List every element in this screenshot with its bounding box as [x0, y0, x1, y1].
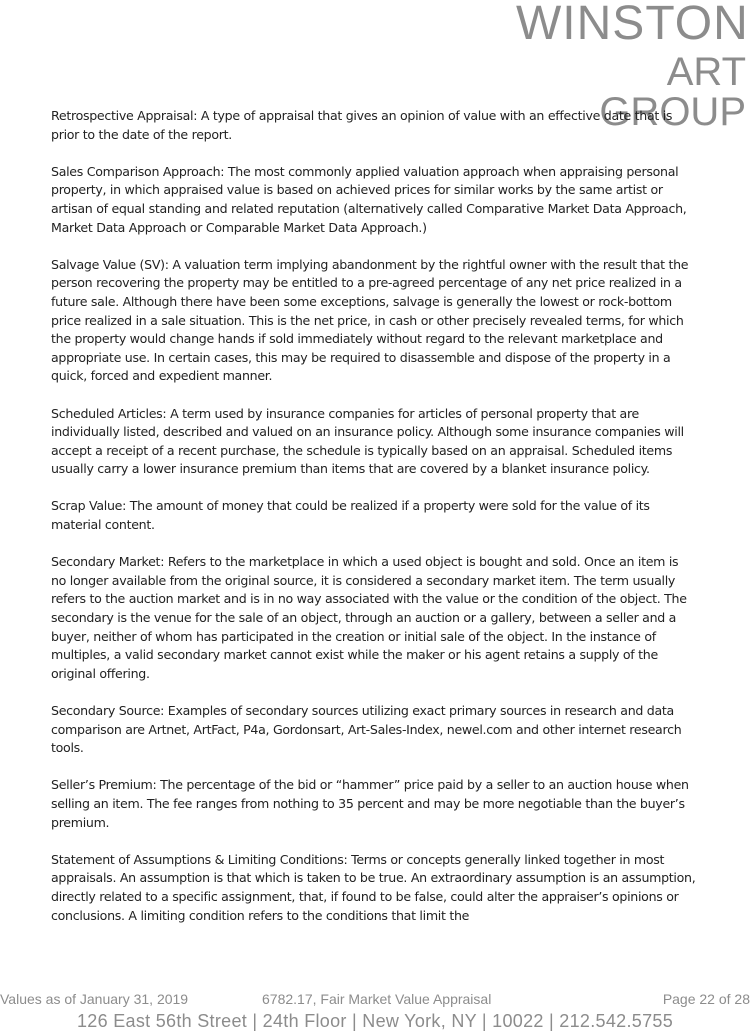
footer-address: 126 East 56th Street | 24th Floor | New York, NY | 10022 | 212.542.5755	[76, 1011, 674, 1031]
footer-page-number: Page 22 of 28	[662, 991, 750, 1007]
entry-sellers-premium: Seller’s Premium: The percentage of the bid or “hammer” price paid by a seller to an auction house when selling an item. The fee ranges from nothing to 35 percent and may be more negotiable than the buyer’s premium.	[51, 777, 689, 830]
logo-line-art-group: ART GROUP	[599, 50, 746, 134]
entry-secondary-market: Secondary Market: Refers to the marketplace in which a used object is bought and sold. Once an item is no longer available from the original source, it is considered a secondary market item. The term usually refers to the auction market and is in no way associated with the value or the condition of the object. The secondary is the venue for the sale of an object, through an auction or a gallery, between a seller and a buyer, neither of whom has participated in the creation or initial sale of the object. In the instance of multiples, a valid secondary market cannot exist while the maker or his agent retains a supply of the original offering.	[51, 554, 687, 681]
entry-retrospective-appraisal: Retrospective Appraisal: A type of appraisal that gives an opinion of value with an effective date that is prior to the date of the report.	[51, 108, 673, 142]
entry-salvage-value: Salvage Value (SV): A valuation term implying abandonment by the rightful owner with the result that the person recovering the property may be entitled to a pre-agreed percentage of any net price realized in a future sale. Although there have been some exceptions, salvage is generally the lowest or rock-bottom price realized in a sale situation. This is the net price, in cash or other precisely revealed terms, for which the property would change hands if sold immediately without regard to the relevant marketplace and appropriate use. In certain cases, this may be required to disassemble and dispose of the property in a quick, forced and expedient manner.	[51, 256, 689, 384]
page-footer	[0, 991, 750, 1009]
entry-sales-comparison-approach: Sales Comparison Approach: The most commonly applied valuation approach when appraising personal property, in which appraised value is based on achieved prices for similar works by the same artist or artisan of equal standing and related reputation (alternatively called Comparative Market Data Approach, Market Data Approach or Comparable Market Data Approach.)	[51, 163, 687, 235]
entry-statement-of-assumptions: Statement of Assumptions & Limiting Conditions: Terms or concepts generally linked together in most appraisals. An assumption is that which is taken to be true. An extraordinary assumption is an assumption, directly related to a specific assignment, that, if found to be false, could alter the appraiser’s opinions or conclusions. A limiting condition refers to the conditions that limit the	[51, 851, 696, 923]
entry-scheduled-articles: Scheduled Articles: A term used by insurance companies for articles of personal property that are individually listed, described and valued on an insurance policy. Although some insurance companies will accept a receipt of a recent purchase, the schedule is typically based on an appraisal. Scheduled items usually carry a lower insurance premium than items that are covered by a blanket insurance policy.	[51, 405, 684, 477]
entry-scrap-value: Scrap Value: The amount of money that could be realized if a property were sold for the value of its material content.	[51, 498, 650, 533]
logo-line-winston: WINSTON	[516, 0, 749, 50]
footer-report-title: 6782.17, Fair Market Value Appraisal	[262, 991, 492, 1007]
glossary-content	[51, 107, 696, 944]
entry-secondary-source: Secondary Source: Examples of secondary sources utilizing exact primary sources in research and data comparison are Artnet, ArtFact, P4a, Gordonsart, Art-Sales-Index, newel.com and other internet research tools.	[51, 703, 682, 756]
footer-values-date: Values as of January 31, 2019	[0, 991, 189, 1007]
